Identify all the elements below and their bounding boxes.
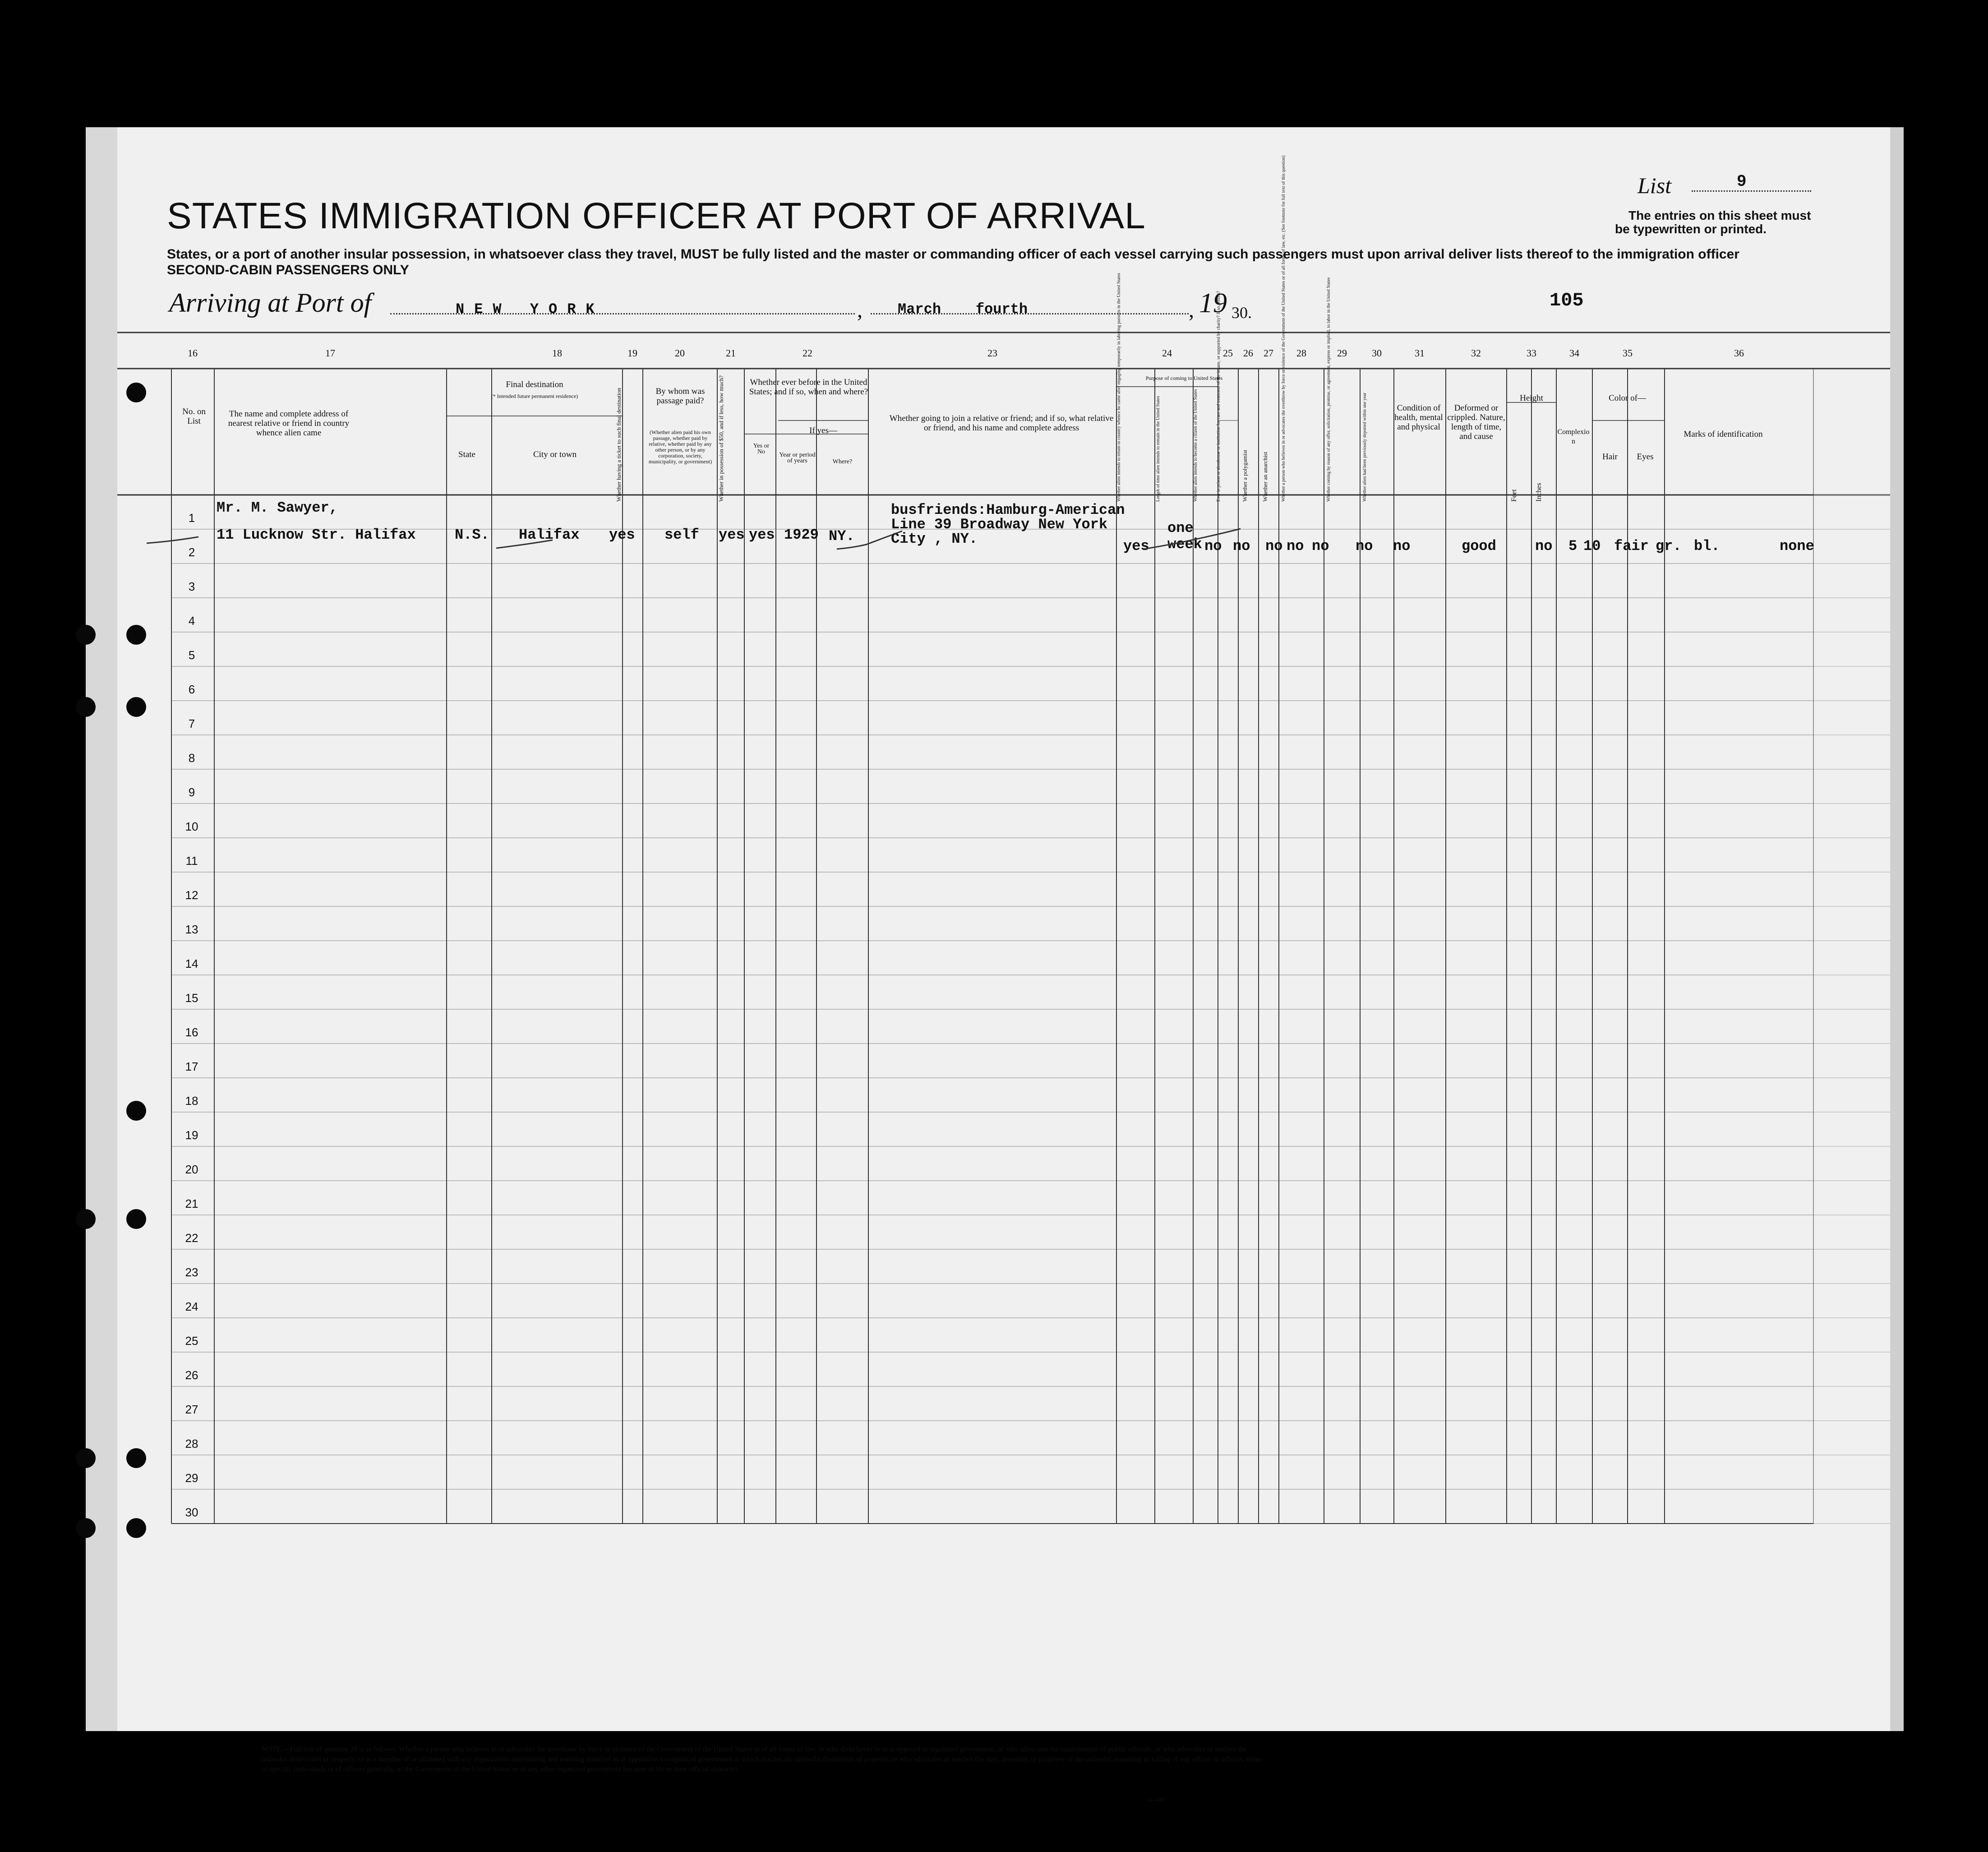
entry-hair: gr. bbox=[1656, 538, 1682, 554]
entry-citizen: no bbox=[1204, 538, 1222, 554]
binder-hole bbox=[126, 625, 146, 645]
header-deformed: Deformed or crippled. Nature, length of time, and cause bbox=[1447, 403, 1505, 441]
entry-anarchist: no bbox=[1287, 538, 1304, 554]
entry-deformed: no bbox=[1535, 538, 1553, 554]
column-number: 19 bbox=[627, 347, 637, 359]
row-number: 9 bbox=[188, 785, 195, 799]
year-prefix: 19 bbox=[1199, 288, 1227, 319]
header-deported: Whether alien had been previously deported within one year bbox=[1362, 393, 1367, 502]
header-where: Where? bbox=[832, 458, 853, 465]
header-prison: Ever in prison or almshouse or institution for care and treatment of the insane, or supported by charity? If so, which? bbox=[1216, 291, 1221, 502]
typewritten-notice: The entries on this sheet must bbox=[1628, 208, 1811, 222]
row-number: 2 bbox=[188, 545, 195, 559]
binder-hole bbox=[126, 1101, 146, 1121]
column-number: 16 bbox=[188, 347, 198, 359]
row-number: 29 bbox=[185, 1471, 198, 1485]
entry-inches: 10 bbox=[1583, 538, 1601, 554]
check-mark bbox=[144, 533, 208, 551]
column-number: 21 bbox=[726, 347, 736, 359]
entry-deported: no bbox=[1393, 538, 1411, 554]
arriving-label: Arriving at Port of bbox=[169, 288, 372, 318]
entry-length-1: one bbox=[1167, 520, 1194, 536]
column-number: 25 bbox=[1223, 347, 1233, 359]
column-number: 35 bbox=[1623, 347, 1633, 359]
column-number: 27 bbox=[1264, 347, 1273, 359]
arrival-date: March fourth bbox=[898, 301, 1028, 318]
column-number: 32 bbox=[1471, 347, 1481, 359]
column-number: 23 bbox=[987, 347, 997, 359]
footnote: NOTE.—Full text of question 28 is as follows: Whether a person who believes in or advocates the overthrow by force or violence of the Government of the United States or of all forms of law, or who disbelieves in or is opposed to organized government, or who advocates the assassination of public officials, or who advocates or teaches the unlawful destruction of property, or is a member of or affiliated with any organization entertaining and teaching disbelief in or opposition to organized government or which teaches the unlawful destruction of property, or who advocates or teaches the duty, necessity, or propriety of the unlawful assaulting or killing of any officer or officers, either of specific individuals or of officers generally, of the Government of the United States or of any other organized government because of his or their official character. bbox=[262, 1746, 1263, 1773]
column-number: 17 bbox=[325, 347, 335, 359]
entry-has-50: yes bbox=[719, 527, 745, 543]
row-number: 17 bbox=[185, 1060, 198, 1073]
row-number: 7 bbox=[188, 717, 195, 730]
header-hair: Hair bbox=[1602, 452, 1618, 462]
row-number: 26 bbox=[185, 1368, 198, 1382]
row-number: 15 bbox=[185, 991, 198, 1005]
entry-join-line3: City , NY. bbox=[891, 531, 978, 547]
column-number: 28 bbox=[1296, 347, 1306, 359]
row-number: 23 bbox=[185, 1265, 198, 1279]
binder-hole bbox=[126, 1209, 146, 1229]
entry-where: NY. bbox=[829, 528, 855, 545]
header-feet: Feet bbox=[1510, 489, 1518, 502]
entry-before-us: yes bbox=[749, 527, 775, 543]
column-number: 34 bbox=[1569, 347, 1579, 359]
row-number: 8 bbox=[188, 751, 195, 765]
header-health: Condition of health, mental and physical bbox=[1394, 403, 1443, 432]
row-number: 25 bbox=[185, 1334, 198, 1348]
header-relative-address: The name and complete address of nearest relative or friend in country whence alien came bbox=[228, 409, 350, 438]
header-anarchist: Whether an anarchist bbox=[1262, 452, 1268, 502]
entry-join-line1: busfriends:Hamburg-American bbox=[891, 502, 1125, 518]
header-ticket: Whether having a ticket to such final destination bbox=[615, 388, 622, 502]
column-number: 26 bbox=[1243, 347, 1253, 359]
header-overthrow: Whether a person who believes in or advocates the overthrow by force or violence of the Government of the United States or of all forms of law, etc. (See footnote for full text of this question) bbox=[1281, 155, 1286, 502]
row-number: 28 bbox=[185, 1437, 198, 1450]
row-number: 10 bbox=[185, 820, 198, 833]
entry-eyes: bl. bbox=[1694, 538, 1720, 554]
separator: , bbox=[857, 298, 863, 322]
row-number: 22 bbox=[185, 1231, 198, 1245]
column-number: 30 bbox=[1372, 347, 1382, 359]
header-final-destination: Final destination bbox=[506, 380, 563, 389]
entry-health: good bbox=[1462, 538, 1496, 554]
header-no-on-list: No. on List bbox=[182, 407, 206, 426]
row-number: 27 bbox=[185, 1403, 198, 1416]
entry-relative-address: 11 Lucknow Str. Halifax bbox=[217, 527, 416, 543]
binder-hole bbox=[126, 697, 146, 717]
form-code: 14—430 bbox=[1146, 1797, 1165, 1803]
header-if-yes: If yes— bbox=[809, 426, 837, 435]
binder-hole bbox=[126, 1448, 146, 1468]
binder-hole bbox=[76, 1448, 96, 1468]
header-eyes: Eyes bbox=[1637, 452, 1654, 462]
list-label: List bbox=[1637, 173, 1672, 198]
header-city: City or town bbox=[533, 450, 577, 459]
entry-overthrow: no bbox=[1312, 538, 1329, 554]
entry-year: 1929 bbox=[784, 527, 819, 543]
column-number: 36 bbox=[1734, 347, 1744, 359]
page-number: 105 bbox=[1550, 290, 1584, 311]
header-color: Color of— bbox=[1609, 393, 1646, 403]
row-number: 30 bbox=[185, 1506, 198, 1519]
entry-polygamist: no bbox=[1265, 538, 1283, 554]
row-number: 3 bbox=[188, 580, 195, 593]
header-length-stay: Length of time alien intends to remain in the United States bbox=[1156, 396, 1161, 502]
header-yes-no: Yes or No bbox=[753, 443, 770, 455]
row-number: 21 bbox=[185, 1197, 198, 1210]
binder-hole bbox=[76, 1209, 96, 1229]
binder-hole bbox=[76, 1518, 96, 1538]
header-labor-offer: Whether coming by reason of any offer, solicitation, promise, or agreement, express or implied, to labor in the United States bbox=[1326, 277, 1331, 502]
header-polygamist: Whether a polygamist bbox=[1241, 450, 1248, 502]
check-mark bbox=[494, 536, 557, 554]
list-number: 9 bbox=[1737, 172, 1747, 191]
row-number: 12 bbox=[185, 888, 198, 902]
entry-relative-name: Mr. M. Sawyer, bbox=[217, 499, 338, 516]
row-number: 14 bbox=[185, 957, 198, 970]
row-number: 18 bbox=[185, 1094, 198, 1108]
typewritten-notice-2: be typewritten or printed. bbox=[1615, 222, 1767, 236]
column-number: 20 bbox=[675, 347, 685, 359]
column-number: 29 bbox=[1337, 347, 1347, 359]
form-grid bbox=[86, 127, 1890, 1731]
entry-return-intent: yes bbox=[1123, 538, 1149, 554]
header-join-relative: Whether going to join a relative or friend; and if so, what relative or friend, and his name and complete address bbox=[889, 414, 1114, 433]
entry-city: Halifax bbox=[519, 527, 580, 543]
entry-length-2: week bbox=[1167, 536, 1202, 553]
row-number: 4 bbox=[188, 614, 195, 628]
column-number: 24 bbox=[1162, 347, 1172, 359]
entry-ticket: yes bbox=[609, 527, 635, 543]
year-suffix: 30. bbox=[1232, 304, 1252, 322]
arrival-port: NEW YORK bbox=[456, 301, 604, 318]
row-number: 1 bbox=[188, 511, 195, 525]
binder-hole bbox=[126, 383, 146, 402]
entry-join-line2: Line 39 Broadway New York bbox=[891, 516, 1108, 533]
row-number: 24 bbox=[185, 1300, 198, 1313]
column-number: 31 bbox=[1415, 347, 1425, 359]
binder-hole bbox=[76, 625, 96, 645]
entry-paid-by: self bbox=[664, 527, 699, 543]
header-passage-paid-note: (Whether alien paid his own passage, whether paid by relative, whether paid by any other person, or by any corporation, society, municipality, or government) bbox=[648, 429, 712, 465]
row-number: 16 bbox=[185, 1025, 198, 1039]
row-number: 6 bbox=[188, 683, 195, 696]
check-mark bbox=[835, 529, 907, 556]
row-number: 5 bbox=[188, 648, 195, 662]
column-number: 33 bbox=[1527, 347, 1536, 359]
row-number: 13 bbox=[185, 923, 198, 936]
header-final-destination-note: (* Intended future permanent residence) bbox=[491, 393, 578, 399]
page-title: STATES IMMIGRATION OFFICER AT PORT OF ARRIVAL bbox=[167, 195, 1146, 236]
header-become-citizen: Whether alien intends to become a citizen of the United States bbox=[1193, 389, 1198, 502]
separator: , bbox=[1189, 298, 1194, 322]
check-mark bbox=[1141, 524, 1245, 556]
subtitle-class: SECOND-CABIN PASSENGERS ONLY bbox=[167, 263, 409, 277]
header-year-period: Year or period of years bbox=[779, 452, 816, 464]
header-passage-paid: By whom was passage paid? bbox=[655, 387, 705, 406]
header-inches: Inches bbox=[1535, 483, 1543, 502]
binder-hole bbox=[126, 1518, 146, 1538]
manifest-sheet bbox=[86, 127, 1904, 1803]
header-purpose: Purpose of coming to United States bbox=[1145, 375, 1223, 381]
entry-state: N.S. bbox=[455, 527, 489, 543]
subtitle-instructions: States, or a port of another insular possession, in whatsoever class they travel, MUST be fully listed and the master or commanding officer of each vessel carrying such passengers must upon arrival deliver lists thereof to the immigration officer bbox=[167, 247, 1739, 262]
header-possession-50: Whether in possession of $50, and if less, how much? bbox=[718, 375, 724, 502]
entry-labor-offer: no bbox=[1356, 538, 1373, 554]
entry-complexion: fair bbox=[1614, 538, 1649, 554]
binder-hole bbox=[76, 697, 96, 717]
column-number: 18 bbox=[552, 347, 562, 359]
column-number: 22 bbox=[803, 347, 812, 359]
header-height: Height bbox=[1520, 393, 1543, 403]
entry-prison: no bbox=[1233, 538, 1250, 554]
header-state: State bbox=[458, 450, 475, 459]
row-number: 11 bbox=[185, 854, 198, 868]
row-number: 20 bbox=[185, 1163, 198, 1176]
header-complexion: Complexion bbox=[1557, 428, 1590, 445]
entry-feet: 5 bbox=[1568, 538, 1577, 554]
header-marks: Marks of identification bbox=[1684, 430, 1763, 439]
entry-marks: none bbox=[1780, 538, 1814, 554]
row-number: 19 bbox=[185, 1128, 198, 1142]
header-ever-before: Whether ever before in the United States; and if so, when and where? bbox=[749, 378, 868, 397]
header-return-intent: Whether alien intends to return to country whence he came after engaging temporarily in laboring pursuits in the United States bbox=[1116, 273, 1121, 502]
